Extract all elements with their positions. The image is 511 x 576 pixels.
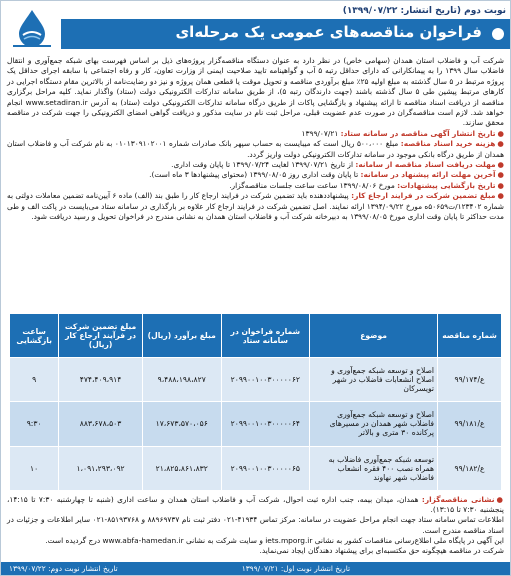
tender-number-cell: ع/۹۹/۱۷۴	[438, 358, 502, 402]
notice-body	[7, 56, 504, 223]
subject-cell: توسعه شبکه جمع‌آوری فاضلاب به همراه نصب ۴۰۰ فقره انشعاب فاضلاب شهر نهاوند	[310, 446, 438, 490]
footer-contact: اطلاعات تماس سامانه ستاد جهت انجام مراحل عضویت در سامانه: مرکز تماس ۴۱۹۳۴-۰۲۱ دفتر ثبت نام ۸۸۹۶۹۷۳۷ و ۸۵۱۹۳۷۶۸-۰۲۱ سایر اطلاعات و جزئیات در اسناد مناقصه مندرج است.	[7, 515, 504, 535]
first-publication-date: تاریخ انتشار نوبت اول: ۱۳۹۹/۰۷/۲۱	[241, 564, 350, 573]
intro-paragraph: شرکت آب و فاضلاب استان همدان (سهامی خاص) در نظر دارد به عنوان دستگاه مناقصه‌گزار پروژه‌های ذیل بر اساس فهرست بهای شبکه جمع‌آوری و انتقال فاضلاب سال ۱۳۹۹ را به پیمانکارانی که دارای حداقل رتبه ۵ آب و گواهینامه تایید صلاحیت ایمنی از وزارت تعاون، کار و رفاه اجتماعی با سابقه اجرای حداقل یک پروژه مرتبط در ۵ سال گذشته به مبلغ اولیه ۲۵٪ مبلغ برآوردی مناقصه و تحویل موقت یا قطعی همان پروژه و نیز دو رضایت‌نامه از بالاترین مقام دستگاه اجرایی در کارهای مرتبط پیشین طی ۵ سال گذشته باشند (جهت دارندگان رتبه ۵)، از طریق سامانه تدارکات الکترونیکی دولت (ستاد) واگذار نماید. کلیه مراحل برگزاری مناقصه از دریافت اسناد مناقصه تا ارائه پیشنهاد و بازگشایی پاکات از طریق درگاه سامانه تدارکات الکترونیکی دولت (ستاد) به آدرس www.setadiran.ir انجام خواهد شد. لازم است مناقصه‌گران در صورت عدم عضویت قبلی، مراحل ثبت نام در سایت مذکور و دریافت گواهی امضای الکترونیکی را جهت شرکت در مناقصه محقق سازند.	[7, 56, 504, 128]
setad-number-cell: ۲۰۹۹۰۰۱۰۰۳۰۰۰۰۰۶۵	[221, 446, 310, 490]
subject-cell: اصلاح و توسعه شبکه جمع‌آوری و اصلاح انشعابات فاضلاب در شهر تویسرکان	[310, 358, 438, 402]
guarantee-cell: ۱،۰۹۱،۲۹۳،۰۹۲	[59, 446, 143, 490]
column-header: موضوع	[310, 314, 438, 358]
bullet-item: ●مهلت دریافت اسناد مناقصه از سامانه: از تاریخ ۱۳۹۹/۰۷/۲۱ لغایت ۱۳۹۹/۰۷/۲۴ تا پایان وقت اداری.	[171, 160, 504, 170]
opening-time-cell: ۹	[10, 358, 59, 402]
page-title: فراخوان مناقصه‌های عمومی یک مرحله‌ای	[175, 23, 482, 41]
column-header: شماره فراخوان در سامانه ستاد	[221, 314, 310, 358]
bullet-icon: ●	[497, 180, 504, 190]
title-bullet-icon	[492, 28, 504, 40]
column-header: شماره مناقصه	[438, 314, 502, 358]
column-header: مبلغ تضمین شرکت در فرآیند ارجاع کار (ریال)	[59, 314, 143, 358]
opening-time-cell: ۹:۳۰	[10, 402, 59, 446]
tender-number-cell: ع/۹۹/۱۸۱	[438, 402, 502, 446]
bullet-item: ●هزینه خرید اسناد مناقصه: مبلغ ۵۰۰،۰۰۰ ریال است که میبایست به حساب سپهر بانک صادرات شماره ۰۱۰۱۳۰۹۱۰۲۰۰۱ به نام شرکت آب و فاضلاب استان همدان از طریق درگاه بانکی موجود در سامانه تدارکات الکترونیکی دولت واریز گردد.	[7, 139, 504, 159]
guarantee-cell: ۸۸۳،۶۷۸،۵۰۳	[59, 402, 143, 446]
subject-cell: اصلاح و توسعه شبکه جمع‌آوری فاضلاب شهر همدان در مسیرهای پرکانده ۳۰ متری و بالاتر	[310, 402, 438, 446]
estimate-cell: ۲۱،۸۲۵،۸۶۱،۸۳۲	[142, 446, 221, 490]
water-company-logo-icon	[9, 7, 55, 49]
bullet-icon: ●	[497, 139, 504, 149]
tender-table	[9, 313, 502, 491]
column-header: مبلغ برآورد (ریال)	[142, 314, 221, 358]
second-publication-date: تاریخ انتشار نوبت دوم: ۱۳۹۹/۰۷/۲۲	[9, 564, 118, 573]
bullet-item: ●تاریخ انتشار آگهی مناقصه در سامانه ستاد: ۱۳۹۹/۰۷/۲۱	[301, 128, 504, 138]
footer-disclaimer: شرکت در مناقصه هیچگونه حق مکتسبه‌ای برای پیشنهاد دهندگان ایجاد نمی‌نماید.	[259, 546, 504, 556]
bullet-icon: ●	[497, 128, 504, 138]
bullet-icon: ●	[496, 495, 504, 504]
footer-text	[7, 495, 504, 556]
guarantee-cell: ۴۷۴،۴۰۹،۹۱۴	[59, 358, 143, 402]
header	[1, 1, 511, 51]
bullet-item: ●آخرین مهلت ارائه پیشنهاد در سامانه: تا پایان وقت اداری روز ۱۳۹۹/۰۸/۰۵ (محتوای پیشنهادها ۳ ماه است).	[149, 170, 504, 180]
table-header-row	[10, 314, 502, 358]
estimate-cell: ۹،۴۸۸،۱۹۸،۸۲۷	[142, 358, 221, 402]
setad-number-cell: ۲۰۹۹۰۰۱۰۰۳۰۰۰۰۰۶۲	[221, 358, 310, 402]
table-row	[10, 446, 502, 490]
column-header: ساعت بازگشایی	[10, 314, 59, 358]
footer-publication: این آگهی در پایگاه ملی اطلاع‌رسانی مناقصات کشور به نشانی iets.mporg.ir و سایت شرکت به نشانی www.abfa-hamedan.ir درج گردیده است.	[45, 535, 504, 545]
footer-address: ●نشانی مناقصه‌گزار: همدان، میدان بیمه، جنب اداره ثبت احوال، شرکت آب و فاضلاب استان همدان و ساعت اداری (شنبه تا چهارشنبه ۷:۳۰ تا ۱۴:۱۵، پنجشنبه ۷:۳۰ تا ۱۳:۱۵).	[7, 495, 504, 515]
bullet-item: ●مبلغ تضمین شرکت در فرایند ارجاع کار: پیشنهاددهنده باید تضمین شرکت در فرایند ارجاع کار را طبق بند (الف) ماده ۶ آیین‌نامه تضمین معاملات دولتی به شماره ۱۲۳۴۰۲/ت۵۰۶۵۹ه مورخ ۱۳۹۴/۰۹/۲۲ ارائه نمایند. اصل تضمین شرکت در فرایند ارجاع کار علاوه بر بارگذاری در سامانه ستاد می‌بایست در پاکت الف و طی مدت حداکثر تا پایان وقت اداری مورخ ۱۳۹۹/۰۸/۰۵ به دبیرخانه شرکت آب و فاضلاب استان همدان به نشانی مندرج در فراخوان تحویل و رسید دریافت شود.	[7, 191, 504, 222]
setad-number-cell: ۲۰۹۹۰۰۱۰۰۳۰۰۰۰۰۶۴	[221, 402, 310, 446]
bullet-icon: ●	[497, 170, 504, 180]
bullet-item: ●تاریخ بازگشایی پیشنهادات: مورخ ۱۳۹۹/۰۸/۰۶ ساعت ساعت جلسات مناقصه‌گزار.	[229, 180, 504, 190]
estimate-cell: ۱۷،۶۷۳،۵۷۰،۰۵۶	[142, 402, 221, 446]
publication-badge: نوبت دوم (تاریخ انتشار: ۱۳۹۹/۰۷/۲۲)	[342, 6, 506, 16]
opening-time-cell: ۱۰	[10, 446, 59, 490]
table-row	[10, 358, 502, 402]
bullet-icon: ●	[497, 191, 504, 201]
tender-number-cell: ع/۹۹/۱۸۲	[438, 446, 502, 490]
table-row	[10, 402, 502, 446]
bullet-icon: ●	[497, 160, 504, 170]
footer-bar	[1, 562, 510, 575]
